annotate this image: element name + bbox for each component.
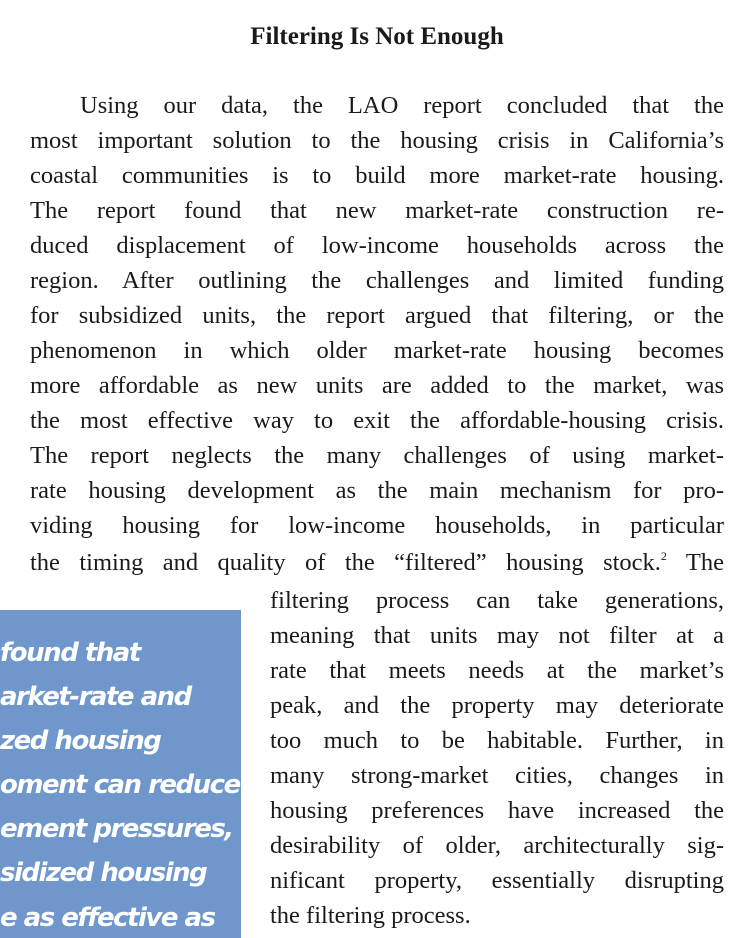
body-line: too much to be habitable. Further, in bbox=[270, 727, 724, 754]
body-line: most important solution to the housing crisis in California’s bbox=[30, 127, 724, 154]
body-line: region. After outlining the challenges and limited funding bbox=[30, 267, 724, 294]
body-line: the most effective way to exit the affordable-housing crisis. bbox=[30, 407, 724, 434]
pull-quote-line: oment can reduce bbox=[0, 770, 240, 800]
section-heading: Filtering Is Not Enough bbox=[250, 23, 504, 50]
body-line: housing preferences have increased the bbox=[270, 797, 724, 824]
pull-quote-line: sidized housing bbox=[0, 858, 207, 888]
body-line: duced displacement of low-income households across the bbox=[30, 232, 724, 259]
body-line: rate that meets needs at the market’s bbox=[270, 657, 724, 684]
body-line: more affordable as new units are added to the market, was bbox=[30, 372, 724, 399]
pull-quote-line: e as effective as bbox=[0, 903, 215, 933]
body-line: for subsidized units, the report argued that filtering, or the bbox=[30, 302, 724, 329]
body-line: coastal communities is to build more market-rate housing. bbox=[30, 162, 724, 189]
pull-quote-box bbox=[0, 610, 241, 938]
body-line: many strong-market cities, changes in bbox=[270, 762, 724, 789]
body-line: desirability of older, architecturally sig- bbox=[270, 832, 724, 859]
pull-quote-line: ement pressures, bbox=[0, 814, 233, 844]
pull-quote-line: zed housing bbox=[0, 726, 161, 756]
body-line: nificant property, essentially disrupting bbox=[270, 867, 724, 894]
body-line: Using our data, the LAO report concluded that the bbox=[80, 92, 724, 119]
body-line: viding housing for low-income households, in particular bbox=[30, 512, 724, 539]
body-line: meaning that units may not filter at a bbox=[270, 622, 724, 649]
body-line: The report found that new market-rate construction re- bbox=[30, 197, 724, 224]
body-line: peak, and the property may deteriorate bbox=[270, 692, 724, 719]
body-line-with-footnote bbox=[30, 545, 724, 580]
body-line: rate housing development as the main mechanism for pro- bbox=[30, 477, 724, 504]
body-line: filtering process can take generations, bbox=[270, 587, 724, 614]
body-line: phenomenon in which older market-rate housing becomes bbox=[30, 337, 724, 364]
pull-quote-line: arket-rate and bbox=[0, 682, 191, 712]
body-line: the filtering process. bbox=[270, 902, 471, 929]
pull-quote-line: found that bbox=[0, 638, 140, 668]
body-line: The report neglects the many challenges of using market- bbox=[30, 442, 724, 469]
body-line-text: the timing and quality of the “filtered” housing stock. bbox=[30, 549, 661, 576]
body-line-tail: The bbox=[666, 549, 724, 576]
footnote-marker[interactable]: 2 bbox=[660, 549, 667, 563]
